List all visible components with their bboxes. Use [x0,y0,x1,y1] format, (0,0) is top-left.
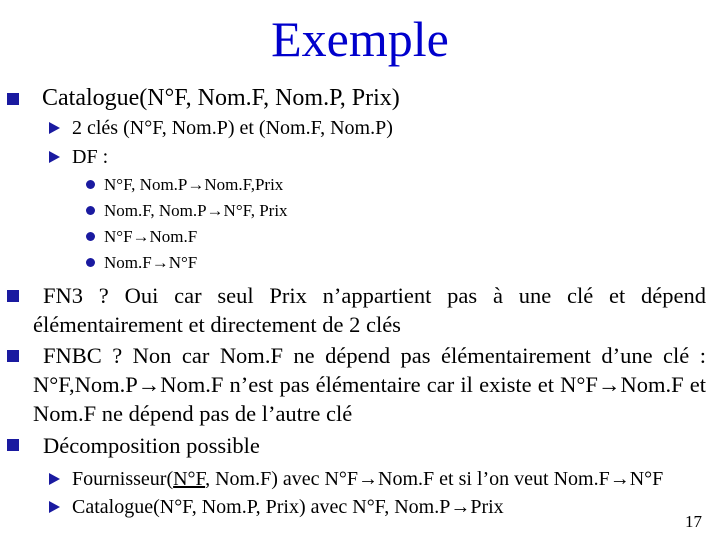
square-bullet-icon [7,290,19,302]
sub-bullet-df: DF : [72,146,109,168]
square-bullet-icon [7,350,19,362]
bullet-fn3: FN3 ? Oui car seul Prix n’appartient pas à une clé et dépend élémentairement et directement de 2 clés [33,283,706,337]
triangle-bullet-icon [49,151,60,163]
df-item: Nom.F→N°F [104,253,198,272]
triangle-bullet-icon [49,473,60,485]
bullet-fnbc: FNBC ? Non car Nom.F ne dépend pas élémentairement d’une clé : N°F,Nom.P→Nom.F n’est pas élémentaire car il existe et N°F→Nom.F et Nom.F ne dépend pas de l’autre clé [33,343,706,426]
df-item: N°F→Nom.F [104,227,198,246]
bullet-decomposition: Décomposition possible [43,433,260,458]
df-item: Nom.F, Nom.P→N°F, Prix [104,201,288,220]
triangle-bullet-icon [49,122,60,134]
slide-title: Exemple [271,11,449,67]
sub-bullet-fournisseur: Fournisseur(N°F, Nom.F) avec N°F→Nom.F et si l’on veut Nom.F→N°F [72,468,664,490]
dot-bullet-icon [86,232,95,241]
sub-bullet-cles: 2 clés (N°F, Nom.P) et (Nom.F, Nom.P) [72,117,393,139]
sub-bullet-catalogue: Catalogue(N°F, Nom.P, Prix) avec N°F, Nom.P→Prix [72,496,504,518]
dot-bullet-icon [86,258,95,267]
df-item: N°F, Nom.P→Nom.F,Prix [104,175,284,194]
dot-bullet-icon [86,206,95,215]
triangle-bullet-icon [49,501,60,513]
square-bullet-icon [7,439,19,451]
underlined-key: N°F [173,468,206,490]
square-bullet-icon [7,93,19,105]
page-number: 17 [685,512,702,531]
dot-bullet-icon [86,180,95,189]
bullet-catalogue: Catalogue(N°F, Nom.F, Nom.P, Prix) [42,85,400,111]
